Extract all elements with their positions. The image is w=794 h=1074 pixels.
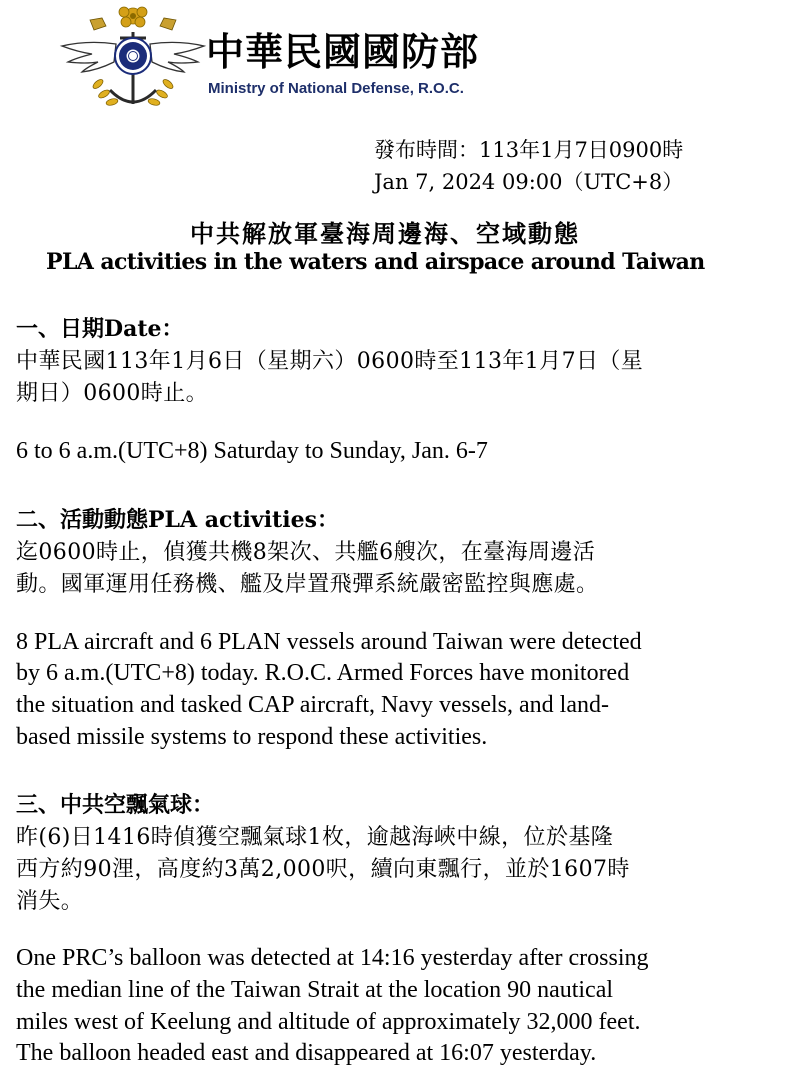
section-date-heading: 一、日期Date： — [16, 316, 184, 342]
section-activities-heading: 二、活動動態PLA activities： — [16, 507, 339, 533]
org-name-en: Ministry of National Defense, R.O.C. — [208, 80, 464, 97]
section-balloon-zh-line: 消失。 — [16, 889, 84, 914]
org-name-zh: 中華民國國防部 — [206, 30, 480, 74]
section-date-zh-line: 中華民國113年1月6日（星期六）0600時至113年1月7日（星 — [16, 349, 644, 374]
section-balloon-zh-line: 昨(6)日1416時偵獲空飄氣球1枚，逾越海峽中線，位於基隆 — [16, 825, 614, 850]
section-activities-en-line: by 6 a.m.(UTC+8) today. R.O.C. Armed Forces have monitored — [16, 660, 630, 686]
section-activities-en-line: based missile systems to respond these activities. — [16, 724, 488, 750]
section-balloon-en-line: One PRC’s balloon was detected at 14:16 yesterday after crossing — [16, 945, 649, 971]
document-title-zh: 中共解放軍臺海周邊海、空域動態 — [190, 219, 580, 248]
section-activities-zh-line: 迄0600時止，偵獲共機8架次、共艦6艘次，在臺海周邊活 — [16, 540, 596, 565]
section-balloon-en-line: miles west of Keelung and altitude of approximately 32,000 feet. — [16, 1009, 641, 1035]
section-balloon-en-line: The balloon headed east and disappeared at 16:07 yesterday. — [16, 1040, 597, 1066]
mnd-emblem-icon — [58, 4, 208, 124]
release-time-zh: 發布時間：113年1月7日0900時 — [374, 138, 684, 162]
section-balloon-heading: 三、中共空飄氣球： — [16, 792, 215, 818]
section-date-en-line: 6 to 6 a.m.(UTC+8) Saturday to Sunday, Jan. 6-7 — [16, 438, 488, 464]
section-activities-zh-line: 動。國軍運用任務機、艦及岸置飛彈系統嚴密監控與應處。 — [16, 572, 599, 597]
section-balloon-zh-line: 西方約90浬，高度約3萬2,000呎，續向東飄行，並於1607時 — [16, 857, 630, 882]
document-title-en: PLA activities in the waters and airspace around Taiwan — [46, 249, 705, 275]
section-activities-en-line: the situation and tasked CAP aircraft, Navy vessels, and land- — [16, 692, 609, 718]
section-date-zh-line: 期日）0600時止。 — [16, 381, 208, 406]
section-activities-en-line: 8 PLA aircraft and 6 PLAN vessels around Taiwan were detected — [16, 629, 642, 655]
section-balloon-en-line: the median line of the Taiwan Strait at the location 90 nautical — [16, 977, 614, 1003]
release-time-en: Jan 7, 2024 09:00（UTC+8） — [374, 170, 684, 194]
